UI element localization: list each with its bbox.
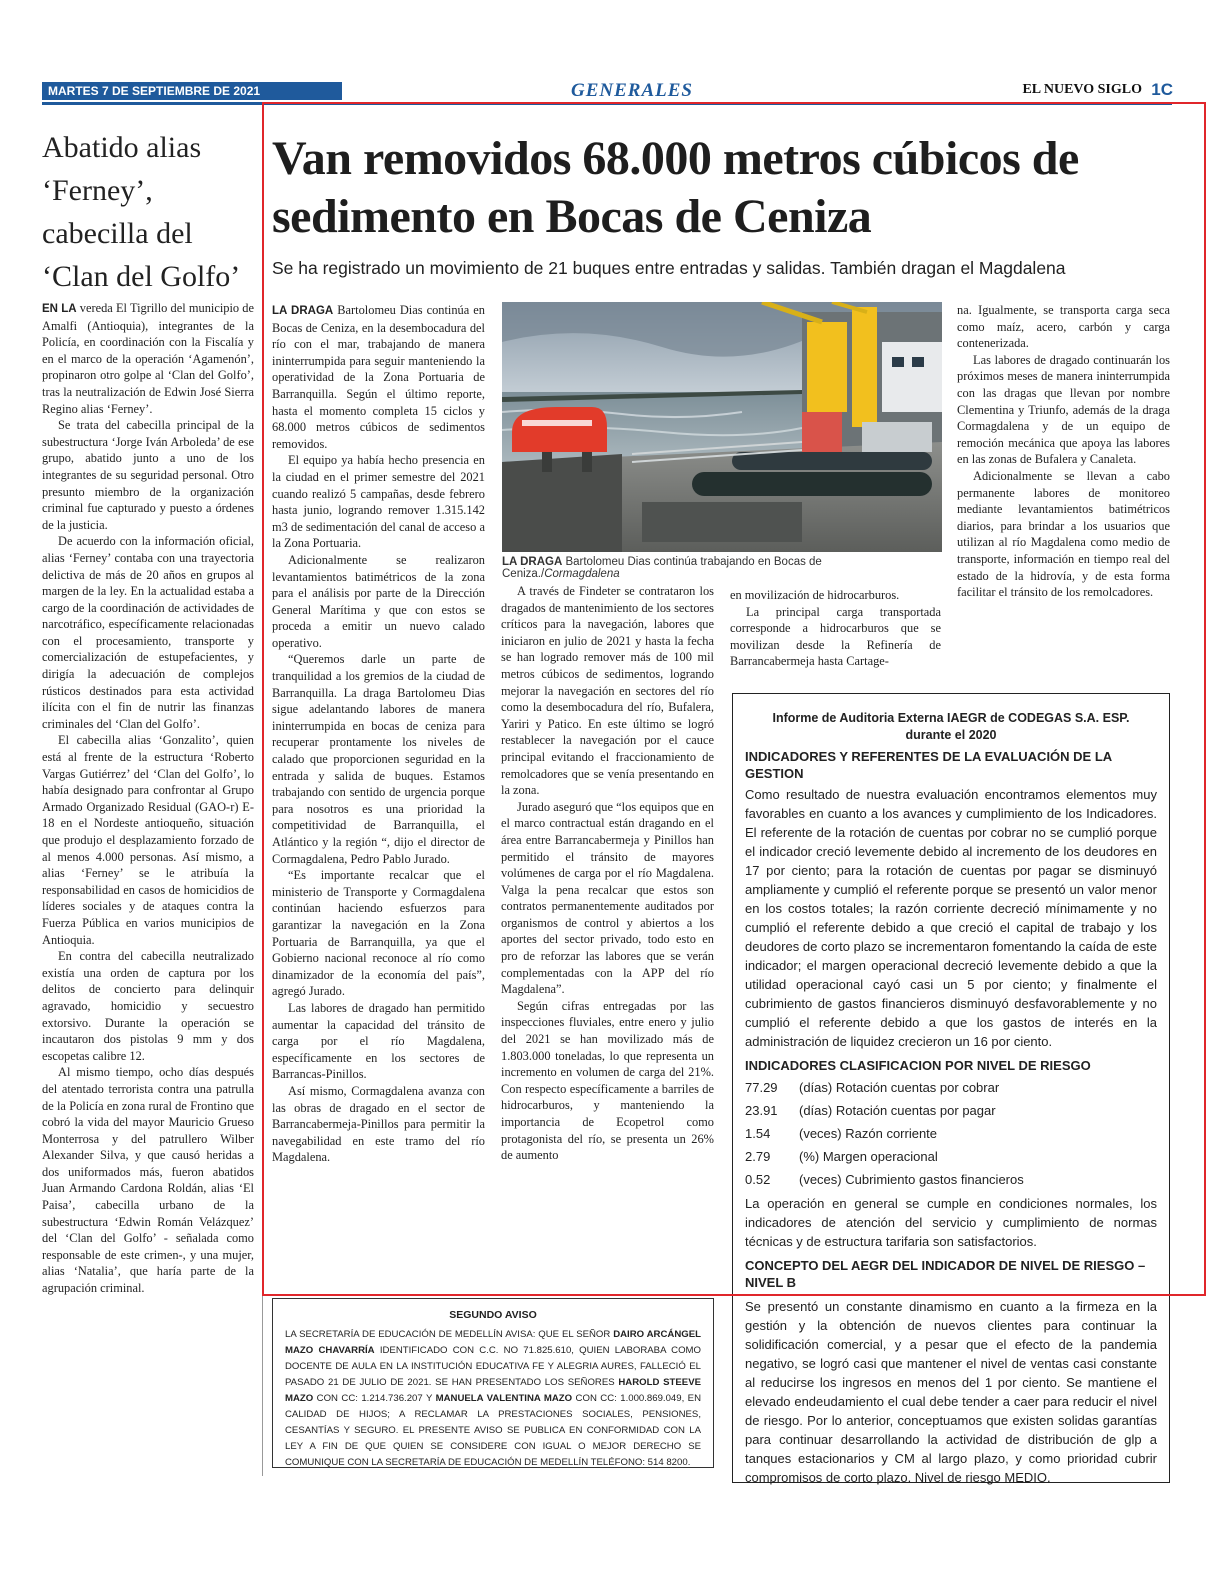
indicator-value: 23.91 [745, 1103, 778, 1118]
newspaper-name: EL NUEVO SIGLO [1022, 82, 1142, 97]
left-article-paragraph: En contra del cabecilla neutralizado existía una orden de captura por los delitos de concierto para delinquir agravado, homicidio y secuestro extorsivo. Durante la operación se incautaron dos pistolas 9 mm y dos escopetas calibre 12. [42, 949, 254, 1063]
audit-section-heading: INDICADORES CLASIFICACION POR NIVEL DE RIESGO [745, 1058, 1091, 1073]
indicator-row [745, 1168, 1157, 1191]
main-article-lead: LA DRAGA [272, 305, 334, 317]
left-article-paragraph: Al mismo tiempo, ocho días después del atentado terrorista contra una patrulla de la Policía en zona rural de Frontino que cobró la vida del mayor Mauricio Grueso Monterrosa y del patrullero Wilber Alexander Silva, y que causó heridas a dos uniformados más, fueron abatidos Juan Armando Cardona Roldán, alias ‘El Paisa’, cabecilla urbano de la subestructura ‘Edwin Román Velázquez’ del ‘Clan del Golfo’ - señalada como responsable de este crimen-, y una mujer, alias ‘Natalia’, que haría parte de la agrupación criminal. [42, 1065, 254, 1296]
notice-title: SEGUNDO AVISO [449, 1309, 537, 1321]
indicator-row [745, 1122, 1157, 1145]
left-article-paragraph: vereda El Tigrillo del municipio de Amalfi (Antioquia), integrantes de la Policía, en coordinación con la Fiscalía y en el marco de la operación ‘Agamenón’, propinaron otro golpe al ‘Clan del Golfo’, tras la neutralización de Edwin José Sierra Regino alias ‘Ferney’. [42, 301, 254, 416]
indicator-unit: (días) [799, 1080, 833, 1095]
notice-text: CON CC: 1.214.736.207 Y [313, 1393, 436, 1404]
page-number: 1C [1151, 80, 1173, 99]
indicator-unit: (%) [799, 1149, 820, 1164]
audit-section-heading: INDICADORES Y REFERENTES DE LA EVALUACIÓN DE LA GESTION [745, 749, 1112, 781]
left-article-body [42, 300, 254, 1480]
notice-name: HAROLD STEEVE MAZO [285, 1377, 701, 1404]
photo-caption-lead: LA DRAGA [502, 556, 563, 568]
main-article-headline: Van removidos 68.000 metros cúbicos de sedimento en Bocas de Ceniza [272, 132, 1079, 243]
indicator-unit: (veces) [799, 1172, 842, 1187]
photo-credit: Cormagdalena [544, 568, 620, 580]
main-article-column-2 [501, 583, 714, 1273]
indicator-unit: (días) [799, 1103, 833, 1118]
main-article-column-3 [730, 587, 941, 673]
main-article-paragraph: Según cifras entregadas por las inspecciones fluviales, entre enero y julio del 2021 se han movilizado más de 1.803.000 toneladas, lo que representa un incremento en volumen de carga del 21%. Con respecto específicamente a barriles de hidrocarburos, y manteniendo la importancia de Ecopetrol como protagonista del río, se presenta un 26% de aumento [501, 998, 714, 1163]
notice-text: IDENTIFICADO CON C.C. NO 71.825.610, QUIEN LABORABA COMO DOCENTE DE AULA EN LA INSTITUCIÓN EDUCATIVA FE Y ALEGRIA AURES, FALLECIÓ EL PASADO 21 DE JULIO DE 2021. SE HAN PRESENTADO LOS SEÑORES [285, 1345, 702, 1388]
audit-report-title [745, 710, 1157, 744]
indicator-value: 2.79 [745, 1149, 771, 1164]
notice-box [272, 1298, 714, 1468]
notice-text: LA SECRETARÍA DE EDUCACIÓN DE MEDELLÍN AVISA: QUE EL SEÑOR [285, 1329, 614, 1340]
indicator-value: 1.54 [745, 1126, 771, 1141]
main-article-paragraph: A través de Findeter se contrataron los dragados de mantenimiento de los sectores críticos para la navegación, labores que iniciaron en julio de 2021 y hasta la fecha se han logrado remover más de 100 mil metros cúbicos de sedimentos, logrando mejorar la navegación en sectores del río como la desembocadura del río, Bufalera, Yariri y Patico. En este último se logró restablecer la navegación por el cauce principal evitando el fraccionamiento de remolcadores que se venía presentando en la zona. [501, 584, 714, 798]
notice-text: CON CC: 1.000.869.049, EN CALIDAD DE HIJOS; A RECLAMAR LA PRESTACIONES SOCIALES, PENSIONES, CESANTÍAS Y SEGURO. EL PRESENTE AVISO SE PUBLICA EN CONFORMIDAD CON LA LEY A FIN DE QUE QUIEN SE CONSIDERE CON IGUAL O MEJOR DERECHO SE COMUNIQUE CON LA SECRETARÍA DE EDUCACIÓN DE MEDELLÍN TELÉFONO: 514 8200. [285, 1393, 702, 1468]
audit-report-box [732, 693, 1170, 1483]
main-article-column-1 [272, 302, 485, 1272]
audit-section-text: Se presentó un constante dinamismo en cuanto a la firmeza en la gestión y la obtención de nuevos clientes para continuar la solidificación comercial, y a pesar que el efecto de la pandemia negativo, se logró casi que mantener el nivel de ventas casi constante al reducirse los ingresos en menos del 1 por ciento. Se mantiene el elevado endeudamiento el cual debe tender a caer para reducir el nivel de riesgo. Por lo anterior, conceptuamos que existen solidas garantías para continuar desarrollando la actividad de distribución de glp a tanques estacionarios y CM al largo plazo, y como prioridad cubrir compromisos de corto plazo. Nivel de riesgo MEDIO. [745, 1299, 1157, 1485]
main-article-subhead: Se ha registrado un movimiento de 21 buques entre entradas y salidas. También dragan el Magdalena [272, 258, 1066, 278]
indicator-label: Rotación cuentas por cobrar [835, 1080, 1000, 1095]
indicator-label: Rotación cuentas por pagar [835, 1103, 996, 1118]
main-article-paragraph: Las labores de dragado continuarán los próximos meses de manera ininterrumpida con las dragas que llevan por nombre Clementina y Triunfo, además de la draga Cormagdalena y de un equipo de remoción mecánica que apoya las labores en las zonas de Bufalera y Canaleta. [957, 352, 1170, 467]
section-name: GENERALES [571, 80, 693, 101]
indicator-unit: (veces) [799, 1126, 842, 1141]
indicator-label: Cubrimiento gastos financieros [845, 1172, 1024, 1187]
main-article-paragraph: “Es importante recalcar que el ministerio de Transporte y Cormagdalena continúan haciendo esfuerzos para garantizar la navegación en la Zona Portuaria de Barranquilla, ya que el Gobierno nacional reconoce al río como dinamizador de la economía del país”, agregó Jurado. [272, 868, 485, 999]
indicator-row [745, 1076, 1157, 1099]
column-divider [262, 126, 263, 1476]
main-article-paragraph: Las labores de dragado han permitido aumentar la capacidad del tránsito de carga por el río Magdalena, específicamente en los sectores de Barrancas-Pinillos. [272, 1000, 485, 1082]
left-article-paragraph: De acuerdo con la información oficial, alias ‘Ferney’ contaba con una trayectoria delictiva de más de 20 años en grupos al margen de la ley. En la actualidad estaba a cargo de la coordinación de actividades de narcotráfico, específicamente relacionadas con el procesamiento, transporte y comercialización de estupefacientes, y dirigía la adecuación de complejos rústicos destinados para esta actividad ilícita con el fin de nutrir las finanzas criminales del ‘Clan del Golfo’. [42, 534, 254, 731]
left-article-headline: Abatido alias ‘Ferney’, cabecilla del ‘Clan del Golfo’ [42, 131, 241, 293]
indicator-label: Razón corriente [845, 1126, 938, 1141]
main-article-paragraph: na. Igualmente, se transporta carga seca como maíz, acero, carbón y carga contenerizada. [957, 303, 1170, 351]
photo-caption [502, 556, 942, 580]
audit-section-text: La operación en general se cumple en condiciones normales, los indicadores de atención del servicio y cumplimiento de normas técnicas y de estructura tarifaria son satisfactorios. [745, 1196, 1157, 1249]
issue-date: MARTES 7 DE SEPTIEMBRE DE 2021 [42, 82, 342, 100]
dredger-photo [502, 302, 942, 552]
main-article-paragraph: “Queremos darle un parte de tranquilidad a los gremios de la ciudad de Barranquilla. La draga Bartolomeu Dias sigue adelantando labores de manera ininterrumpida en bocas de ceniza para recuperar prontamente los niveles de calado que proporcionen seguridad en la entrada y salida de buques. Estamos trabajando con sentido de urgencia porque para nosotros es una prioridad la competitividad de Barranquilla, el Atlántico y la región “, dijo el director de Cormagdalena, Pedro Pablo Jurado. [272, 652, 485, 866]
left-article-paragraph: El cabecilla alias ‘Gonzalito’, quien está al frente de la estructura ‘Roberto Vargas Gutiérrez’ del ‘Clan del Golfo’, lo había designado para confrontar al Grupo Armado Organizado Residual (GAO-r) E-18 en el Nordeste antioqueño, situación que produjo el desplazamiento forzado de al menos 4.000 personas. Así mismo, a alias ‘Ferney’ se le atribuía la responsabilidad en casos de homicidios de líderes sociales y de ataques contra la Fuerza Pública en varios municipios de Antioquia. [42, 733, 254, 947]
indicator-value: 0.52 [745, 1172, 771, 1187]
main-article-column-4 [957, 302, 1170, 674]
audit-title-line: durante el 2020 [905, 728, 997, 742]
notice-name: DAIRO ARCÁNGEL MAZO CHAVARRÍA [285, 1329, 701, 1356]
main-article-paragraph: Adicionalmente se realizaron levantamientos batimétricos de la zona para el análisis por parte de la Dirección General Marítima y que con estos se proceda a emitir un nuevo calado operativo. [272, 552, 485, 650]
main-article-paragraph: Adicionalmente se llevan a cabo permanente labores de monitoreo mediante levantamientos batimétricos diarios, para brindar a los usuarios que utilizan al río Magdalena como medio de transporte, información en tiempo real del estado de la hidrovía, y de esta forma facilitar el tránsito de los remolcadores. [957, 468, 1170, 600]
main-article-paragraph: Así mismo, Cormagdalena avanza con las obras de dragado en el sector de Barrancabermeja-Pinillos para permitir la navegabilidad en este tramo del río Magdalena. [272, 1083, 485, 1165]
indicator-row [745, 1099, 1157, 1122]
audit-title-line: Informe de Auditoria Externa IAEGR de CODEGAS S.A. ESP. [772, 711, 1130, 725]
page-header [42, 80, 1172, 105]
main-article-paragraph: La principal carga transportada corresponde a hidrocarburos que se movilizan desde la Refinería de Barrancabermeja hasta Cartage- [730, 604, 941, 669]
indicator-label: Margen operacional [822, 1149, 938, 1164]
left-article-lead: EN LA [42, 303, 77, 315]
dredger-illustration [502, 302, 942, 552]
indicator-row [745, 1145, 1157, 1168]
indicator-list [745, 1076, 1157, 1191]
main-article-paragraph: Jurado aseguró que “los equipos que en el marco contractual están dragando en el área entre Barrancabermeja y Pinillos han permitido el tránsito de mayores volúmenes de carga por el río Magdalena. Valga la pena recalcar que estos son contratos permanentemente auditados por organismos de control y abiertos a los aportes del sector privado, todo esto en pro de reforzar las labores que se verán complementadas con la APP del río Magdalena”. [501, 799, 714, 997]
main-article-paragraph: Bartolomeu Dias continúa en Bocas de Ceniza, en la desembocadura del río con el mar, trabajando de manera ininterrumpida para seguir manteniendo la operatividad de la Zona Portuaria de Barranquilla. Según el último reporte, hasta el momento completa 15 ciclos y 68.000 metros cúbicos de sedimentos removidos. [272, 303, 485, 451]
notice-name: MANUELA VALENTINA MAZO [435, 1393, 573, 1404]
photo-caption-text: Bartolomeu Dias continúa trabajando en Bocas de Ceniza./ [502, 556, 822, 580]
audit-section-text: Como resultado de nuestra evaluación encontramos elementos muy favorables en cuanto a los avances y cumplimiento de los Indicadores. El referente de la rotación de cuentas por cobrar no se cumplió porque el indicador creció levemente debido al incremento de los deudores en 17 por ciento; para la rotación de cuentas por pagar se disminuyó ampliamente y cumplió el referente porque se presentó un valor menor en los costos totales; la razón corriente decreció mínimamente y no cumplió el referente debido a que creció el capital de trabajo y los deudores de corto plazo se incrementaron fomentando la caída de este indicador; el margen operacional decreció levemente debido a que la utilidad operacional cayó casi un 5 por ciento; y finalmente el cubrimiento de gastos financieros disminuyó desfavorablemente y no cumplió el referente debido a que los gastos de interés en la administración de liquidez crecieron un 16 por ciento. [745, 787, 1157, 1049]
notice-body [285, 1327, 701, 1471]
main-article-paragraph: El equipo ya había hecho presencia en la ciudad en el primer semestre del 2021 cuando realizó 5 campañas, desde febrero hasta junio, logrando remover 1.315.142 m3 de sedimentación del canal de acceso a la Zona Portuaria. [272, 453, 485, 551]
audit-section-heading: CONCEPTO DEL AEGR DEL INDICADOR DE NIVEL DE RIESGO – NIVEL B [745, 1258, 1146, 1290]
indicator-value: 77.29 [745, 1080, 778, 1095]
left-article-paragraph: Se trata del cabecilla principal de la subestructura ‘Jorge Iván Arboleda’ de ese grupo, abatido junto a uno de los integrantes de su seguridad personal. Otro presunto miembro de la organización criminal fue capturado y puesto a órdenes de la justicia. [42, 418, 254, 532]
main-article-paragraph: en movilización de hidrocarburos. [730, 588, 900, 602]
